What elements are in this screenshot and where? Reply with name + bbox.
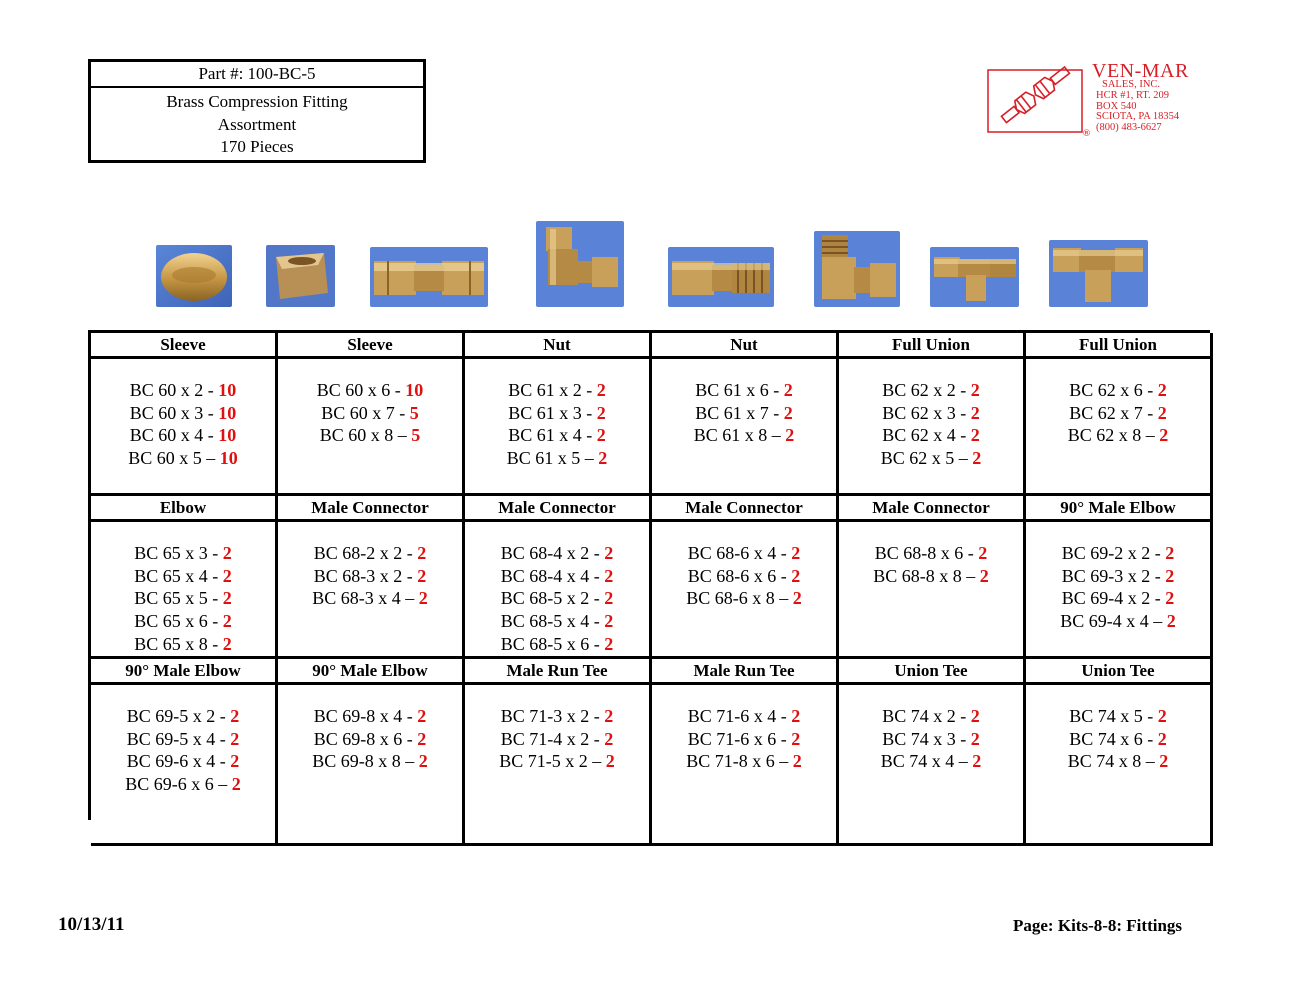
- item-quantity: 2: [1165, 565, 1175, 586]
- item-code: BC 68-4 x 2 -: [500, 543, 605, 563]
- item-code: BC 65 x 4 -: [134, 565, 223, 586]
- item-quantity: 10: [218, 425, 237, 446]
- item-quantity: 2: [418, 751, 428, 772]
- item-line: [652, 728, 836, 751]
- item-line: [839, 565, 1023, 588]
- item-code: BC 68-6 x 6 -: [687, 565, 792, 586]
- item-line: [1026, 379, 1210, 402]
- item-line: [91, 587, 275, 610]
- item-line: [91, 447, 275, 470]
- item-line: [652, 750, 836, 773]
- item-line: [839, 447, 1023, 470]
- item-line: [652, 565, 836, 588]
- column-header: Male Connector: [652, 496, 839, 522]
- item-code: BC 69-8 x 8 –: [312, 751, 419, 772]
- item-quantity: 2: [222, 633, 232, 654]
- item-quantity: 2: [970, 728, 980, 749]
- item-code: BC 69-4 x 2 -: [1061, 588, 1166, 609]
- item-line: [278, 424, 462, 447]
- item-quantity: 2: [230, 728, 240, 749]
- fitting-logo-icon: [986, 66, 1092, 138]
- item-quantity: 2: [1157, 380, 1167, 400]
- item-quantity: 2: [791, 565, 801, 586]
- item-quantity: 2: [1157, 706, 1167, 726]
- item-quantity: 2: [230, 751, 240, 772]
- item-code: BC 74 x 4 –: [880, 751, 973, 772]
- item-code: BC 69-2 x 2 -: [1061, 543, 1166, 563]
- item-code: BC 69-6 x 6 –: [125, 774, 232, 795]
- item-code: BC 69-3 x 2 -: [1061, 565, 1166, 586]
- item-code: BC 65 x 6 -: [134, 611, 223, 632]
- item-line: [465, 728, 649, 751]
- item-line: [652, 424, 836, 447]
- item-quantity: 2: [222, 543, 232, 563]
- item-code: BC 69-4 x 4 –: [1060, 611, 1167, 632]
- item-quantity: 2: [785, 425, 795, 446]
- item-code: BC 68-5 x 4 -: [500, 611, 605, 632]
- item-quantity: 2: [783, 402, 793, 423]
- item-line: [839, 542, 1023, 565]
- item-line: [465, 750, 649, 773]
- item-code: BC 61 x 2 -: [508, 380, 597, 400]
- footer-page-label: Page: Kits-8-8: Fittings: [1013, 916, 1183, 935]
- item-quantity: 2: [792, 588, 802, 609]
- column-header: 90° Male Elbow: [1026, 496, 1213, 522]
- column-header: Full Union: [1026, 333, 1213, 359]
- item-code: BC 62 x 7 -: [1069, 402, 1158, 423]
- item-line: [278, 705, 462, 728]
- item-line: [465, 447, 649, 470]
- item-code: BC 61 x 4 -: [508, 425, 597, 446]
- item-line: [91, 402, 275, 425]
- item-code: BC 69-8 x 6 -: [313, 728, 418, 749]
- item-quantity: 2: [222, 565, 232, 586]
- item-quantity: 2: [604, 611, 614, 632]
- item-quantity: 2: [604, 633, 614, 654]
- item-quantity: 2: [1159, 425, 1169, 446]
- column-header: Male Run Tee: [652, 659, 839, 685]
- item-code: BC 74 x 5 -: [1069, 706, 1158, 726]
- item-quantity: 2: [1166, 611, 1176, 632]
- item-cell: [278, 359, 465, 496]
- union-tee-photo: [1049, 240, 1148, 307]
- item-code: BC 65 x 8 -: [134, 633, 223, 654]
- item-line: [91, 565, 275, 588]
- item-line: [91, 542, 275, 565]
- item-cell: [652, 522, 839, 659]
- item-quantity: 2: [604, 565, 614, 586]
- item-code: BC 65 x 5 -: [134, 588, 223, 609]
- item-code: BC 65 x 3 -: [134, 543, 223, 563]
- item-line: [465, 633, 649, 656]
- item-line: [465, 610, 649, 633]
- item-line: [465, 542, 649, 565]
- item-cell: [652, 359, 839, 496]
- item-line: [465, 565, 649, 588]
- item-line: [91, 379, 275, 402]
- item-line: [1026, 705, 1210, 728]
- item-quantity: 2: [596, 402, 606, 423]
- item-quantity: 2: [1165, 543, 1175, 563]
- item-line: [839, 750, 1023, 773]
- sleeve-photo: [156, 245, 232, 307]
- item-code: BC 68-6 x 8 –: [686, 588, 793, 609]
- item-line: [465, 424, 649, 447]
- item-code: BC 60 x 7 -: [321, 402, 410, 423]
- column-header: Nut: [465, 333, 652, 359]
- item-quantity: 2: [1165, 588, 1175, 609]
- item-cell: [278, 522, 465, 659]
- item-code: BC 68-8 x 8 –: [873, 565, 980, 586]
- item-quantity: 2: [230, 706, 240, 726]
- item-code: BC 61 x 8 –: [693, 425, 786, 446]
- item-quantity: 2: [1159, 751, 1169, 772]
- item-quantity: 2: [970, 706, 980, 726]
- item-code: BC 62 x 4 -: [882, 425, 971, 446]
- item-quantity: 2: [222, 588, 232, 609]
- item-code: BC 69-5 x 4 -: [126, 728, 231, 749]
- item-line: [652, 402, 836, 425]
- item-line: [91, 773, 275, 796]
- item-code: BC 68-3 x 2 -: [313, 565, 418, 586]
- item-line: [839, 424, 1023, 447]
- item-code: BC 68-8 x 6 -: [874, 543, 979, 563]
- item-quantity: 2: [783, 380, 793, 400]
- item-code: BC 71-5 x 2 –: [499, 751, 606, 772]
- item-code: BC 69-5 x 2 -: [126, 706, 231, 726]
- item-code: BC 60 x 5 –: [128, 448, 220, 469]
- item-line: [839, 705, 1023, 728]
- item-code: BC 60 x 2 -: [129, 380, 219, 400]
- company-sub: SALES, INC.: [1102, 79, 1161, 90]
- item-line: [839, 728, 1023, 751]
- company-phone: (800) 483-6627: [1096, 122, 1162, 133]
- item-code: BC 61 x 7 -: [695, 402, 784, 423]
- item-code: BC 61 x 6 -: [695, 380, 784, 400]
- item-code: BC 68-6 x 4 -: [687, 543, 792, 563]
- item-cell: [1026, 359, 1213, 496]
- item-code: BC 71-3 x 2 -: [500, 706, 605, 726]
- item-code: BC 62 x 8 –: [1067, 425, 1160, 446]
- item-code: BC 62 x 3 -: [882, 402, 971, 423]
- column-header: Male Connector: [465, 496, 652, 522]
- item-line: [839, 379, 1023, 402]
- item-code: BC 71-8 x 6 –: [686, 751, 793, 772]
- item-line: [91, 705, 275, 728]
- item-line: [1026, 728, 1210, 751]
- item-line: [278, 587, 462, 610]
- item-line: [278, 542, 462, 565]
- column-header: Elbow: [91, 496, 278, 522]
- item-code: BC 60 x 8 –: [319, 425, 412, 446]
- description-line: Brass Compression Fitting: [166, 92, 348, 111]
- item-cell: [839, 685, 1026, 846]
- item-quantity: 2: [978, 543, 988, 563]
- item-line: [652, 587, 836, 610]
- item-cell: [91, 685, 278, 846]
- item-code: BC 62 x 2 -: [882, 380, 971, 400]
- item-code: BC 61 x 5 –: [506, 448, 599, 469]
- male-run-tee-photo: [930, 247, 1019, 307]
- item-quantity: 2: [417, 706, 427, 726]
- item-line: [1026, 750, 1210, 773]
- item-line: [278, 750, 462, 773]
- full-union-photo: [370, 247, 488, 307]
- item-quantity: 2: [231, 774, 241, 795]
- column-header: Male Run Tee: [465, 659, 652, 685]
- item-quantity: 2: [1157, 728, 1167, 749]
- item-line: [1026, 424, 1210, 447]
- item-cell: [839, 522, 1026, 659]
- item-cell: [465, 685, 652, 846]
- item-cell: [465, 522, 652, 659]
- male-connector-photo: [668, 247, 774, 307]
- item-line: [652, 705, 836, 728]
- item-quantity: 10: [218, 380, 237, 400]
- part-description: [91, 88, 423, 159]
- item-line: [278, 728, 462, 751]
- item-quantity: 2: [598, 448, 608, 469]
- item-cell: [91, 359, 278, 496]
- item-code: BC 68-2 x 2 -: [313, 543, 418, 563]
- item-quantity: 2: [596, 380, 606, 400]
- item-code: BC 69-8 x 4 -: [313, 706, 418, 726]
- item-code: BC 68-3 x 4 –: [312, 588, 419, 609]
- column-header: Nut: [652, 333, 839, 359]
- column-header: Union Tee: [839, 659, 1026, 685]
- registered-mark: ®: [1082, 129, 1091, 138]
- item-code: BC 68-4 x 4 -: [500, 565, 605, 586]
- company-logo: [986, 62, 1216, 140]
- item-cell: [1026, 522, 1213, 659]
- item-line: [278, 379, 462, 402]
- column-header: Male Connector: [839, 496, 1026, 522]
- elbow-photo: [536, 221, 624, 307]
- item-quantity: 5: [411, 425, 421, 446]
- item-quantity: 2: [222, 611, 232, 632]
- item-code: BC 60 x 3 -: [129, 402, 219, 423]
- item-cell: [652, 685, 839, 846]
- company-box: BOX 540: [1096, 101, 1137, 112]
- column-header: Full Union: [839, 333, 1026, 359]
- item-code: BC 68-5 x 6 -: [500, 633, 605, 654]
- part-title-box: [88, 59, 426, 163]
- item-quantity: 10: [219, 448, 238, 469]
- item-quantity: 10: [405, 380, 424, 400]
- item-code: BC 69-6 x 4 -: [126, 751, 231, 772]
- company-name: VEN-MAR: [1092, 60, 1189, 82]
- item-quantity: 2: [417, 728, 427, 749]
- item-line: [839, 402, 1023, 425]
- item-code: BC 71-6 x 4 -: [687, 706, 792, 726]
- item-quantity: 2: [792, 751, 802, 772]
- item-quantity: 2: [979, 565, 989, 586]
- item-quantity: 2: [417, 543, 427, 563]
- item-quantity: 2: [596, 425, 606, 446]
- item-quantity: 2: [972, 751, 982, 772]
- item-code: BC 60 x 4 -: [129, 425, 219, 446]
- item-quantity: 5: [409, 402, 419, 423]
- item-cell: [91, 522, 278, 659]
- item-line: [1026, 587, 1210, 610]
- item-line: [652, 542, 836, 565]
- company-city: SCIOTA, PA 18354: [1096, 111, 1180, 122]
- male-elbow-photo: [814, 231, 900, 307]
- item-quantity: 2: [972, 448, 982, 469]
- column-header: Sleeve: [278, 333, 465, 359]
- column-header: Sleeve: [91, 333, 278, 359]
- item-quantity: 2: [605, 751, 615, 772]
- item-quantity: 2: [417, 565, 427, 586]
- item-code: BC 74 x 6 -: [1069, 728, 1158, 749]
- column-header: 90° Male Elbow: [278, 659, 465, 685]
- item-line: [465, 705, 649, 728]
- description-line: Assortment: [217, 114, 297, 134]
- item-line: [1026, 565, 1210, 588]
- item-line: [278, 565, 462, 588]
- item-code: BC 71-4 x 2 -: [500, 728, 605, 749]
- nut-photo: [266, 245, 335, 307]
- item-line: [278, 402, 462, 425]
- item-line: [1026, 542, 1210, 565]
- item-quantity: 2: [604, 728, 614, 749]
- column-header: Union Tee: [1026, 659, 1213, 685]
- item-quantity: 2: [970, 425, 980, 446]
- item-code: BC 74 x 2 -: [882, 706, 971, 726]
- item-code: BC 60 x 6 -: [316, 380, 406, 400]
- item-quantity: 2: [1157, 402, 1167, 423]
- item-code: BC 71-6 x 6 -: [687, 728, 792, 749]
- item-quantity: 2: [604, 706, 614, 726]
- item-code: BC 74 x 8 –: [1067, 751, 1160, 772]
- item-line: [1026, 610, 1210, 633]
- item-quantity: 2: [791, 543, 801, 563]
- column-header: 90° Male Elbow: [91, 659, 278, 685]
- item-code: BC 68-5 x 2 -: [500, 588, 605, 609]
- item-line: [1026, 402, 1210, 425]
- fittings-table: [88, 330, 1210, 820]
- item-line: [465, 587, 649, 610]
- item-line: [91, 633, 275, 656]
- item-cell: [278, 685, 465, 846]
- column-header: Male Connector: [278, 496, 465, 522]
- item-cell: [839, 359, 1026, 496]
- item-line: [91, 728, 275, 751]
- footer-date: 10/13/11: [58, 914, 125, 935]
- item-line: [652, 379, 836, 402]
- item-quantity: 2: [970, 402, 980, 423]
- item-line: [91, 750, 275, 773]
- description-line: 170 Pieces: [220, 137, 294, 156]
- item-quantity: 2: [791, 728, 801, 749]
- item-line: [91, 610, 275, 633]
- item-quantity: 2: [970, 380, 980, 400]
- item-quantity: 2: [604, 588, 614, 609]
- item-code: BC 62 x 6 -: [1069, 380, 1158, 400]
- company-address: HCR #1, RT. 209: [1096, 90, 1169, 101]
- part-number: Part #: 100-BC-5: [91, 62, 423, 88]
- item-line: [91, 424, 275, 447]
- item-code: BC 62 x 5 –: [880, 448, 973, 469]
- item-quantity: 2: [418, 588, 428, 609]
- item-code: BC 74 x 3 -: [882, 728, 971, 749]
- item-line: [465, 402, 649, 425]
- item-quantity: 10: [218, 402, 237, 423]
- item-code: BC 61 x 3 -: [508, 402, 597, 423]
- item-quantity: 2: [791, 706, 801, 726]
- item-quantity: 2: [604, 543, 614, 563]
- item-cell: [465, 359, 652, 496]
- item-cell: [1026, 685, 1213, 846]
- item-line: [465, 379, 649, 402]
